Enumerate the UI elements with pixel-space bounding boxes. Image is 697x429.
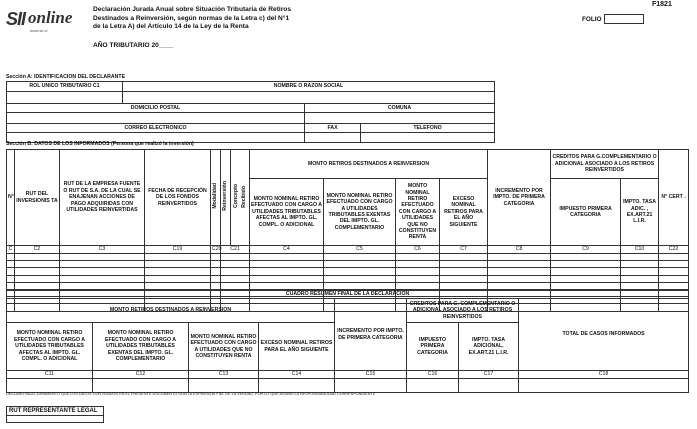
sii-logo [6,7,74,37]
summary-code: C12 [93,371,189,379]
data-row [7,282,689,289]
data-cell[interactable] [7,282,15,289]
data-cell[interactable] [60,254,145,261]
data-cell[interactable] [221,268,250,275]
data-cell[interactable] [211,268,221,275]
summary-c15: INCREMENTO POR IMPTO. DE PRIMERA CATEGORIA [335,299,407,371]
col-c10: IMPTO. TASA ADIC. , EX.ART.21 L.I.R. [621,179,659,246]
data-cell[interactable] [488,275,551,282]
summary-code: C18 [519,371,689,379]
data-cell[interactable] [7,275,15,282]
section-b-table [6,149,689,312]
data-cell[interactable] [659,282,689,289]
folio-field[interactable] [604,14,644,24]
data-cell[interactable] [221,275,250,282]
data-cell[interactable] [621,261,659,268]
section-a-title: Sección A: IDENTIFICACION DEL DECLARANTE [6,74,126,80]
title-line: Destinados a Reinversión, según normas de la Letra c) del N°1 [93,14,290,22]
data-row [7,254,689,261]
data-cell[interactable] [15,275,60,282]
code-cell: C21 [221,246,250,254]
data-cell[interactable] [440,275,488,282]
data-cell[interactable] [621,275,659,282]
code-cell: C20 [212,246,222,253]
code-cell: C5 [324,246,396,254]
rut-rep-label: RUT REPRESENTANTE LEGAL [6,406,104,416]
col-rut-empresa: RUT DE LA EMPRESA FUENTE O RUT DE S.A. DE LA CUAL SE ENAJENAN ACCIONES DE PAGO ADQUIRIDAS CON UTILIDADES REINVERTIDAS [60,150,145,246]
summary-field-c16[interactable] [407,379,459,393]
summary-field-c13[interactable] [189,379,259,393]
data-row [7,268,689,275]
col-concepto-recibido [231,150,250,246]
summary-field-c18[interactable] [519,379,689,393]
data-cell[interactable] [145,282,211,289]
data-cell[interactable] [659,268,689,275]
data-cell[interactable] [211,275,221,282]
data-cell[interactable] [396,282,440,289]
summary-c16: IMPUESTO PRIMERA CATEGORIA [407,323,459,371]
col-reinversion-label: Reinversión [222,181,229,212]
data-cell[interactable] [250,261,324,268]
summary-c11: MONTO NOMINAL RETIRO EFECTUADO CON CARGO A UTILIDADES TRIBUTABLES AFECTAS AL IMPTO. GL. COMPL. O ADICIONAL [7,323,93,371]
code-cell: C9 [551,246,621,254]
summary-c12: MONTO NOMINAL RETIRO EFECTUADO CON CARGO A UTILIDADES TRIBUTABLES EXENTAS DEL IMPTO. GL. COMPLEMENTARIO [93,323,189,371]
data-cell[interactable] [145,275,211,282]
data-cell[interactable] [440,254,488,261]
data-cell[interactable] [7,268,15,275]
code-cell: C3 [60,246,145,254]
summary-table [6,290,689,393]
data-cell[interactable] [7,261,15,268]
address-field[interactable] [7,113,305,124]
col-rut-inversionista: RUT DEL INVERSIONIS TA [15,150,60,246]
data-cell[interactable] [488,282,551,289]
summary-code-row [7,371,689,379]
summary-code: C15 [335,371,407,379]
data-cell[interactable] [324,254,396,261]
data-cell[interactable] [15,254,60,261]
name-field[interactable] [123,92,495,104]
commune-field[interactable] [305,113,495,124]
data-cell[interactable] [324,268,396,275]
col-c22: N° CERT . [659,150,689,246]
form-code: F1821 [652,1,672,8]
code-cell: C4 [250,246,324,254]
code-cell: C10 [621,246,659,254]
name-label: NOMBRE O RAZON SOCIAL [123,82,495,92]
rut-rep-field[interactable] [6,416,104,423]
data-cell[interactable] [221,261,250,268]
col-n: N° [7,150,15,246]
group-creditos: CREDITOS PARA G.COMPLEMENTARIO O ADICIONAL ASOCIADO A LOS RETIROS REINVERTIDOS [551,150,659,179]
summary-code: C13 [189,371,259,379]
summary-c13: MONTO NOMINAL RETIRO EFECTUADO CON CARGO A UTILIDADES QUE NO CONSTITUYEN RENTA [189,323,259,371]
data-cell[interactable] [551,275,621,282]
data-cell[interactable] [551,282,621,289]
data-cell[interactable] [396,254,440,261]
data-cell[interactable] [250,282,324,289]
data-cell[interactable] [15,268,60,275]
section-a-table [6,81,495,143]
data-cell[interactable] [211,254,221,261]
data-cell[interactable] [211,261,221,268]
data-cell[interactable] [7,254,15,261]
data-cell[interactable] [659,254,689,261]
code-cell: C6 [396,246,440,254]
data-cell[interactable] [621,254,659,261]
phone-field[interactable] [361,133,495,143]
data-row [7,261,689,268]
code-cell: C [7,246,15,254]
folio-label: FOLIO [582,16,602,23]
summary-c14: EXCESO NOMINAL RETIROS PARA EL AÑO SIGUIENTE [259,323,335,371]
data-cell[interactable] [440,268,488,275]
col-c4: MONTO NOMINAL RETIRO EFECTUADO CON CARGO A UTILIDADES TRIBUTABLES AFECTAS AL IMPTO. GL. COMPL. O ADICIONAL [250,179,324,246]
col-c7: EXCESO NOMINAL RETIROS PARA EL AÑO SIGUIENTE [440,179,488,246]
data-cell[interactable] [250,254,324,261]
code-cell: C19 [145,246,211,254]
data-cell[interactable] [488,268,551,275]
summary-group-creditos: CREDITOS PARA G. COMPLEMENTARIO O ADICIONAL ASOCIADO A LOS RETIROS REINVERTIDOS [407,299,519,323]
code-cell: C7 [440,246,488,254]
col-modalidad-label: Modalidad [212,183,219,210]
summary-title: CUADRO RESUMEN FINAL DE LA DECLARACION [7,291,689,299]
col-modalidad [211,150,221,246]
summary-field-c17[interactable] [459,379,519,393]
logo-sii-text: SII [6,9,26,29]
col-recibido-label: Recibido [240,186,247,209]
data-cell[interactable] [440,261,488,268]
data-cell[interactable] [440,282,488,289]
code-row [7,246,689,254]
title-line: de la Letra A) del Artículo 14 de la Ley de la Renta [93,23,249,31]
data-cell[interactable] [488,261,551,268]
fax-label: FAX [305,124,361,133]
data-cell[interactable] [15,282,60,289]
summary-code: C17 [459,371,519,379]
summary-code: C11 [7,371,93,379]
col-concepto-label: Concepto [232,184,239,209]
data-cell[interactable] [659,275,689,282]
col-c9: IMPUESTO PRIMERA CATEGORIA [551,179,621,246]
commune-label: COMUNA [305,104,495,113]
sworn-declaration: DECLARO BAJO JURAMENTO QUE LOS DATOS CONTENIDOS EN EL PRESENTE DOCUMENTO SON LA EXPRESION FIEL DE LA VERDAD, POR LO QUE ASUMO LA RESPONSABILIDAD CORRESPONDIENTE [6,392,376,396]
data-cell[interactable] [15,261,60,268]
data-cell[interactable] [221,282,250,289]
summary-code: C14 [259,371,335,379]
col-c5: MONTO NOMINAL RETIRO EFECTUADO CON CARGO A UTILIDADES TRIBUTABLES EXENTAS DEL IMPTO. GL. COMPLEMENTARIO [324,179,396,246]
summary-c18: TOTAL DE CASOS INFORMADOS [519,299,689,371]
data-cell[interactable] [60,282,145,289]
data-cell[interactable] [551,268,621,275]
rut-field[interactable] [7,92,123,104]
summary-field-c14[interactable] [259,379,335,393]
data-cell[interactable] [324,261,396,268]
data-cell[interactable] [145,268,211,275]
form-title [93,6,291,32]
data-cell[interactable] [551,261,621,268]
code-cell: C2 [15,246,60,254]
logo-url-text: www.sii.cl [30,28,48,33]
data-cell[interactable] [250,268,324,275]
data-cell[interactable] [621,282,659,289]
summary-group-retiros: MONTO RETIROS DESTINADOS A REINVERSION [7,299,335,323]
summary-c17: IMPTO. TASA ADICIONAL, EX.ART.21 L.I.R. [459,323,519,371]
data-cell[interactable] [396,261,440,268]
code-cell: C22 [659,246,689,254]
data-cell[interactable] [659,261,689,268]
data-cell[interactable] [60,261,145,268]
data-cell[interactable] [488,254,551,261]
email-label: CORREO ELECTRONICO [7,124,305,133]
data-cell[interactable] [211,282,221,289]
title-line: Declaración Jurada Anual sobre Situación Tributaria de Retiros [93,6,291,13]
group-retiros: MONTO RETIROS DESTINADOS A REINVERSION [250,150,488,179]
col-fecha: FECHA DE RECEPCIÓN DE LOS FONDOS REINVERTIDOS [145,150,211,246]
data-cell[interactable] [221,254,250,261]
data-cell[interactable] [324,282,396,289]
col-reinversion [221,150,231,246]
data-cell[interactable] [324,275,396,282]
rut-label: ROL UNICO TRIBUTARIO C1 [7,82,123,92]
summary-field-c11[interactable] [7,379,93,393]
data-cell[interactable] [60,268,145,275]
summary-field-c15[interactable] [335,379,407,393]
data-cell[interactable] [551,254,621,261]
col-c8: INCREMENTO POR IMPTO. DE PRIMERA CATEGORIA [488,150,551,246]
data-cell[interactable] [250,275,324,282]
address-label: DOMICILIO POSTAL [7,104,305,113]
data-cell[interactable] [621,268,659,275]
data-cell[interactable] [396,275,440,282]
summary-input-row [7,379,689,393]
phone-label: TELEFONO [361,124,495,133]
summary-field-c12[interactable] [93,379,189,393]
data-row [7,275,689,282]
data-cell[interactable] [145,261,211,268]
data-cell[interactable] [396,268,440,275]
logo-online-text: online [28,8,73,27]
data-cell[interactable] [145,254,211,261]
data-cell[interactable] [60,275,145,282]
tax-year[interactable]: AÑO TRIBUTARIO 20____ [93,42,174,49]
summary-code: C16 [407,371,459,379]
code-cell: C8 [488,246,551,254]
section-b-title: Sección B: DATOS DE LOS INFORMADOS (Persona que realizó la inversión) [6,141,194,147]
col-c6: MONTO NOMINAL RETIRO EFECTUADO CON CARGO A UTILIDADES QUE NO CONSTITUYEN RENTA [396,179,440,246]
fax-field[interactable] [305,133,361,143]
